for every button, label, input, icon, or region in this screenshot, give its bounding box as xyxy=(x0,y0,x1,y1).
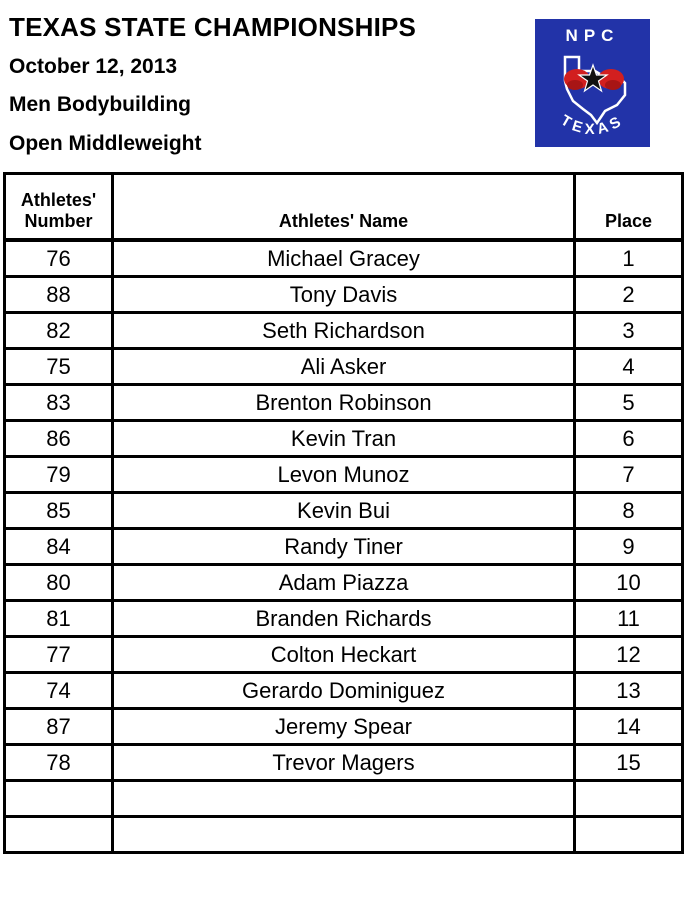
column-header-name: Athletes' Name xyxy=(113,174,575,241)
place-cell xyxy=(575,781,683,817)
athlete-name-cell: Michael Gracey xyxy=(113,240,575,277)
athlete-number-cell xyxy=(5,817,113,853)
athlete-name-cell: Tony Davis xyxy=(113,277,575,313)
athlete-name-cell xyxy=(113,781,575,817)
class-name: Open Middleweight xyxy=(9,132,202,155)
athlete-name-cell: Colton Heckart xyxy=(113,637,575,673)
athlete-name-cell xyxy=(113,817,575,853)
place-cell: 1 xyxy=(575,240,683,277)
place-cell: 9 xyxy=(575,529,683,565)
place-cell: 15 xyxy=(575,745,683,781)
place-cell: 8 xyxy=(575,493,683,529)
logo-top-text: NPC xyxy=(565,26,620,45)
table-row xyxy=(5,493,683,529)
table-row xyxy=(5,457,683,493)
table-row xyxy=(5,277,683,313)
table-row xyxy=(5,529,683,565)
athlete-name-cell: Randy Tiner xyxy=(113,529,575,565)
athlete-name-cell: Ali Asker xyxy=(113,349,575,385)
npc-texas-logo xyxy=(535,19,650,147)
athlete-number-cell: 83 xyxy=(5,385,113,421)
athlete-name-cell: Brenton Robinson xyxy=(113,385,575,421)
column-header-place: Place xyxy=(575,174,683,241)
table-row xyxy=(5,673,683,709)
table-row xyxy=(5,781,683,817)
table-row xyxy=(5,709,683,745)
athlete-number-cell: 88 xyxy=(5,277,113,313)
division-name: Men Bodybuilding xyxy=(9,93,191,116)
athlete-number-cell: 86 xyxy=(5,421,113,457)
place-cell: 3 xyxy=(575,313,683,349)
athlete-number-cell: 79 xyxy=(5,457,113,493)
column-header-number: Athletes' Number xyxy=(5,174,113,241)
athlete-number-cell: 77 xyxy=(5,637,113,673)
athlete-number-cell: 80 xyxy=(5,565,113,601)
athlete-name-cell: Jeremy Spear xyxy=(113,709,575,745)
athlete-name-cell: Kevin Tran xyxy=(113,421,575,457)
athlete-number-cell: 76 xyxy=(5,240,113,277)
athlete-name-cell: Branden Richards xyxy=(113,601,575,637)
athlete-name-cell: Levon Munoz xyxy=(113,457,575,493)
athlete-number-cell: 78 xyxy=(5,745,113,781)
logo-bottom-text: TEXAS xyxy=(557,111,628,139)
athlete-name-cell: Trevor Magers xyxy=(113,745,575,781)
place-cell: 12 xyxy=(575,637,683,673)
place-cell: 6 xyxy=(575,421,683,457)
athlete-number-cell xyxy=(5,781,113,817)
athlete-number-cell: 81 xyxy=(5,601,113,637)
place-cell: 5 xyxy=(575,385,683,421)
table-header-row xyxy=(5,174,683,241)
table-row xyxy=(5,565,683,601)
athlete-name-cell: Seth Richardson xyxy=(113,313,575,349)
table-row xyxy=(5,421,683,457)
table-row xyxy=(5,240,683,277)
athlete-number-cell: 87 xyxy=(5,709,113,745)
athlete-number-cell: 84 xyxy=(5,529,113,565)
athlete-number-cell: 82 xyxy=(5,313,113,349)
results-table xyxy=(3,172,684,854)
page-title: TEXAS STATE CHAMPIONSHIPS xyxy=(9,12,417,42)
table-row xyxy=(5,385,683,421)
place-cell: 11 xyxy=(575,601,683,637)
athlete-number-cell: 85 xyxy=(5,493,113,529)
place-cell: 13 xyxy=(575,673,683,709)
athlete-number-cell: 75 xyxy=(5,349,113,385)
table-row xyxy=(5,313,683,349)
athlete-number-cell: 74 xyxy=(5,673,113,709)
table-row xyxy=(5,601,683,637)
event-date: October 12, 2013 xyxy=(9,55,178,78)
place-cell: 7 xyxy=(575,457,683,493)
place-cell xyxy=(575,817,683,853)
athlete-name-cell: Adam Piazza xyxy=(113,565,575,601)
athlete-name-cell: Gerardo Dominiguez xyxy=(113,673,575,709)
athlete-name-cell: Kevin Bui xyxy=(113,493,575,529)
table-row xyxy=(5,637,683,673)
place-cell: 2 xyxy=(575,277,683,313)
place-cell: 4 xyxy=(575,349,683,385)
place-cell: 10 xyxy=(575,565,683,601)
table-row xyxy=(5,745,683,781)
place-cell: 14 xyxy=(575,709,683,745)
table-row xyxy=(5,817,683,853)
table-row xyxy=(5,349,683,385)
